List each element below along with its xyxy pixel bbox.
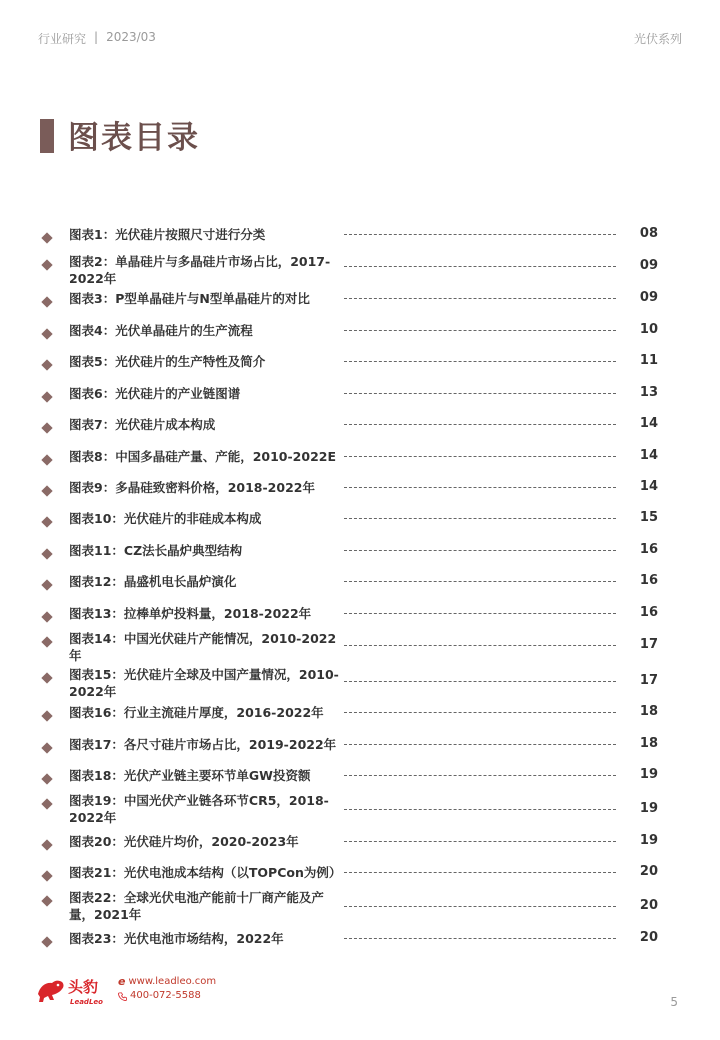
toc-entry[interactable] [38,736,678,764]
toc-entry-page: 20 [639,898,658,913]
toc-entry-label: 图表7：光伏硅片成本构成 [69,417,216,432]
leopard-mark-icon [38,981,64,1002]
toc-entry-page: 20 [639,930,658,945]
toc-entry-page: 19 [639,801,658,816]
page-number: 5 [670,995,678,1009]
toc-entry-label: 图表4：光伏单晶硅片的生产流程 [69,323,253,338]
e-icon: e [118,975,126,988]
toc-entry-label: 图表15：光伏硅片全球及中国产量情况，2010-2022年 [69,667,339,699]
toc-leader-dots [344,330,616,331]
toc-entry-label: 图表10：光伏硅片的非硅成本构成 [69,511,262,526]
toc-entry-label: 图表1：光伏硅片按照尺寸进行分类 [69,227,266,242]
diamond-bullet-icon [41,895,52,906]
toc-entry[interactable] [38,864,678,892]
header-series: 光伏系列 [633,32,682,46]
toc-entry[interactable] [38,479,678,507]
toc-leader-dots [344,298,616,299]
toc-entry-label: 图表3：P型单晶硅片与N型单晶硅片的对比 [69,291,310,306]
toc-entry-label: 图表13：拉棒单炉投料量，2018-2022年 [69,606,312,621]
toc-entry[interactable] [38,605,678,633]
toc-entry[interactable] [38,448,678,476]
toc-entry-page: 14 [639,416,658,431]
toc-leader-dots [344,456,616,457]
toc-entry-label: 图表18：光伏产业链主要环节单GW投资额 [69,768,311,783]
footer-website[interactable]: www.leadleo.com [128,976,217,987]
toc-entry[interactable] [38,889,678,922]
toc-leader-dots [344,906,616,907]
toc-leader-dots [344,266,616,267]
toc-leader-dots [344,775,616,776]
diamond-bullet-icon [41,798,52,809]
diamond-bullet-icon [41,672,52,683]
toc-entry[interactable] [38,704,678,732]
toc-entry-page: 13 [639,385,658,400]
toc-entry-label: 图表22：全球光伏电池产能前十厂商产能及产量，2021年 [69,890,324,922]
toc-entry-page: 16 [639,542,658,557]
toc-leader-dots [344,518,616,519]
toc-entry[interactable] [38,322,678,350]
toc-entry-page: 19 [639,833,658,848]
toc-entry-label: 图表11：CZ法长晶炉典型结构 [69,543,243,558]
page-title: 图表目录 [68,120,200,156]
toc-leader-dots [344,550,616,551]
diamond-bullet-icon [41,742,52,753]
diamond-bullet-icon [41,579,52,590]
toc-entry[interactable] [38,510,678,538]
diamond-bullet-icon [41,516,52,527]
diamond-bullet-icon [41,296,52,307]
diamond-bullet-icon [41,391,52,402]
toc-leader-dots [344,841,616,842]
toc-leader-dots [344,487,616,488]
toc-entry-page: 14 [639,479,658,494]
toc-leader-dots [344,872,616,873]
toc-entry-page: 17 [639,637,658,652]
toc-entry[interactable] [38,226,678,254]
toc-entry[interactable] [38,630,678,663]
header-date: 2023/03 [106,30,156,44]
toc-entry-page: 16 [639,573,658,588]
toc-leader-dots [344,613,616,614]
toc-leader-dots [344,234,616,235]
diamond-bullet-icon [41,548,52,559]
footer-phone: 400-072-5588 [130,990,201,1001]
toc-entry[interactable] [38,253,678,286]
diamond-bullet-icon [41,422,52,433]
toc-entry[interactable] [38,385,678,413]
toc-entry[interactable] [38,290,678,318]
diamond-bullet-icon [41,611,52,622]
toc-entry-label: 图表2：单晶硅片与多晶硅片市场占比，2017-2022年 [69,254,331,286]
header-left [38,30,156,47]
toc-entry-page: 19 [639,767,658,782]
toc-entry[interactable] [38,930,678,958]
title-accent-bar [40,119,54,153]
toc-leader-dots [344,681,616,682]
diamond-bullet-icon [41,773,52,784]
diamond-bullet-icon [41,259,52,270]
diamond-bullet-icon [41,454,52,465]
footer-contact [118,975,216,1003]
toc-entry-label: 图表14：中国光伏硅片产能情况，2010-2022年 [69,631,337,663]
toc-entry-label: 图表6：光伏硅片的产业链图谱 [69,386,241,401]
toc-entry-label: 图表9：多晶硅致密料价格，2018-2022年 [69,480,315,495]
diamond-bullet-icon [41,485,52,496]
toc-leader-dots [344,744,616,745]
toc-entry[interactable] [38,792,678,825]
toc-entry[interactable] [38,573,678,601]
toc-entry-label: 图表8：中国多晶硅产量、产能，2010-2022E [69,449,337,464]
toc-leader-dots [344,424,616,425]
toc-entry-page: 18 [639,704,658,719]
toc-entry-page: 20 [639,864,658,879]
toc-leader-dots [344,361,616,362]
toc-entry-page: 09 [639,258,658,273]
leadleo-logo [36,972,128,1008]
toc-entry-label: 图表21：光伏电池成本结构（以TOPCon为例） [69,865,342,880]
toc-entry-label: 图表12：晶盛机电长晶炉演化 [69,574,237,589]
toc-entry[interactable] [38,416,678,444]
diamond-bullet-icon [41,636,52,647]
toc-entry-page: 17 [639,673,658,688]
diamond-bullet-icon [41,328,52,339]
toc-leader-dots [344,645,616,646]
toc-entry[interactable] [38,542,678,570]
logo-subtext: LeadLeo [70,998,103,1006]
toc-entry-label: 图表17：各尺寸硅片市场占比，2019-2022年 [69,737,337,752]
header-category: 行业研究 [38,32,87,46]
toc-entry[interactable] [38,666,678,699]
toc-leader-dots [344,938,616,939]
toc-entry-page: 10 [639,322,658,337]
logo-text: 头豹 [68,978,99,996]
toc-entry-label: 图表5：光伏硅片的生产特性及简介 [69,354,266,369]
toc-entry-page: 18 [639,736,658,751]
diamond-bullet-icon [41,232,52,243]
toc-entry[interactable] [38,833,678,861]
toc-entry-page: 08 [639,226,658,241]
toc-entry-page: 15 [639,510,658,525]
phone-icon [118,992,127,1001]
toc-entry-page: 11 [639,353,658,368]
toc-entry-label: 图表23：光伏电池市场结构，2022年 [69,931,284,946]
toc-entry[interactable] [38,353,678,381]
diamond-bullet-icon [41,359,52,370]
toc-leader-dots [344,393,616,394]
toc-entry[interactable] [38,767,678,795]
toc-leader-dots [344,581,616,582]
diamond-bullet-icon [41,936,52,947]
toc-leader-dots [344,712,616,713]
header-separator: | [94,30,99,44]
toc-entry-page: 09 [639,290,658,305]
diamond-bullet-icon [41,710,52,721]
toc-entry-page: 16 [639,605,658,620]
toc-entry-label: 图表19：中国光伏产业链各环节CR5，2018-2022年 [69,793,329,825]
toc-leader-dots [344,809,616,810]
toc-entry-label: 图表16：行业主流硅片厚度，2016-2022年 [69,705,324,720]
diamond-bullet-icon [41,839,52,850]
toc-entry-label: 图表20：光伏硅片均价，2020-2023年 [69,834,299,849]
toc-entry-page: 14 [639,448,658,463]
diamond-bullet-icon [41,870,52,881]
